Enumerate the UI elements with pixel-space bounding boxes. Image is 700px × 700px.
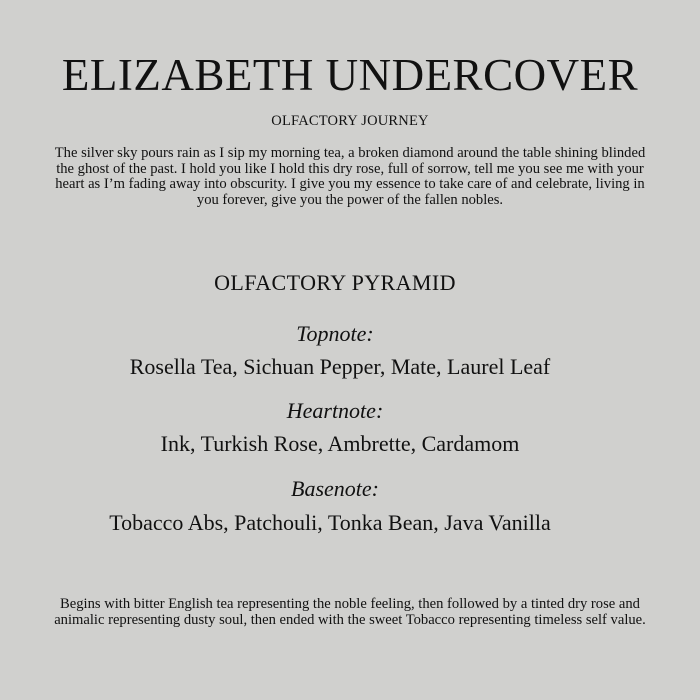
basenote-list: Tobacco Abs, Patchouli, Tonka Bean, Java Vanilla xyxy=(109,510,551,535)
pyramid-heading: OLFACTORY PYRAMID xyxy=(214,270,456,295)
topnote-label: Topnote: xyxy=(296,321,374,346)
brand-title: ELIZABETH UNDERCOVER xyxy=(61,50,639,100)
description-paragraph: Begins with bitter English tea representing the noble feeling, then followed by a tinted dry rose and animalic representing dusty soul, then ended with the sweet Tobacco representing timeless self value. xyxy=(54,596,646,628)
section-subtitle: OLFACTORY JOURNEY xyxy=(271,113,429,129)
heartnote-label: Heartnote: xyxy=(286,398,384,423)
story-paragraph: The silver sky pours rain as I sip my morning tea, a broken diamond around the table shining blinded the ghost of the past. I hold you like I hold this dry rose, full of sorrow, tell me you see me with your heart as I’m fading away into obscurity. I give you my essence to take care of and celebrate, living in you forever, give you the power of the fallen nobles. xyxy=(54,145,646,208)
basenote-label: Basenote: xyxy=(291,476,379,501)
topnote-list: Rosella Tea, Sichuan Pepper, Mate, Laurel Leaf xyxy=(129,354,551,379)
heartnote-list: Ink, Turkish Rose, Ambrette, Cardamom xyxy=(160,431,520,456)
